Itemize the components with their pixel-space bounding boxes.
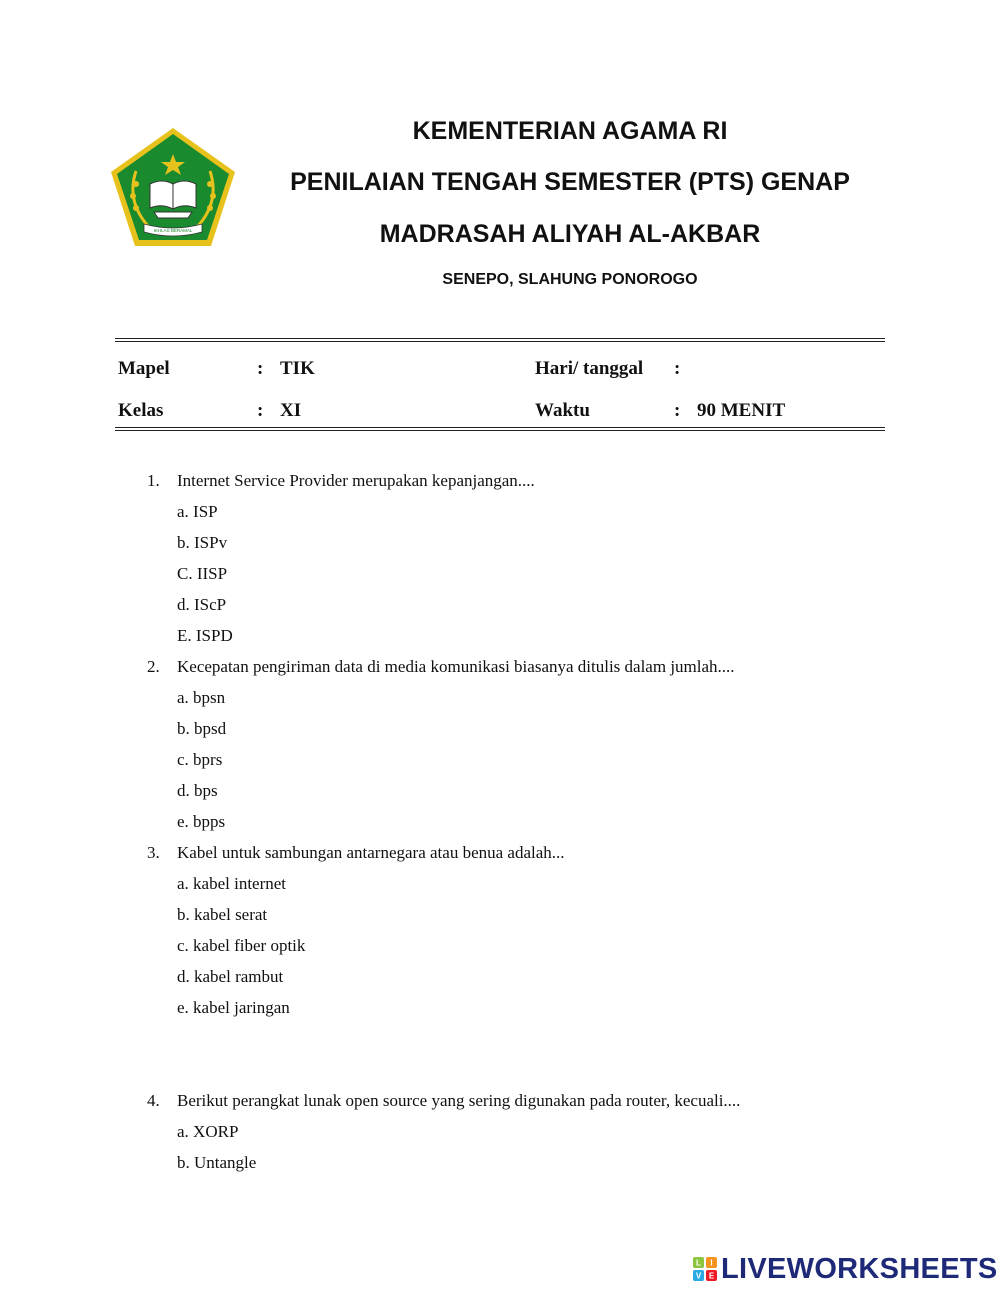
header-exam-title: PENILAIAN TENGAH SEMESTER (PTS) GENAP bbox=[290, 168, 850, 196]
divider-bottom-2 bbox=[115, 430, 885, 431]
answer-option[interactable]: c. kabel fiber optik bbox=[177, 936, 306, 955]
question-text: Berikut perangkat lunak open source yang sering digunakan pada router, kecuali.... bbox=[177, 1091, 741, 1110]
answer-option[interactable]: c. bprs bbox=[177, 750, 223, 769]
answer-option[interactable]: d. bps bbox=[177, 781, 218, 800]
answer-option[interactable]: d. kabel rambut bbox=[177, 967, 284, 986]
question-text: Kabel untuk sambungan antarnegara atau benua adalah... bbox=[177, 843, 565, 862]
logo-ribbon-text: IKHLAS BERAMAL bbox=[153, 228, 193, 233]
kelas-label: Kelas bbox=[118, 400, 164, 421]
kelas-value: XI bbox=[280, 400, 302, 421]
kemenag-logo bbox=[108, 126, 238, 250]
answer-option[interactable]: b. Untangle bbox=[177, 1153, 257, 1172]
kelas-colon: : bbox=[257, 400, 264, 421]
answer-option[interactable]: a. bpsn bbox=[177, 688, 226, 707]
divider-top-1 bbox=[115, 338, 885, 339]
question-text: Kecepatan pengiriman data di media komunikasi biasanya ditulis dalam jumlah.... bbox=[177, 657, 735, 676]
divider-top-2 bbox=[115, 341, 885, 342]
waktu-colon: : bbox=[674, 400, 681, 421]
brand-mark-letter: L bbox=[696, 1258, 701, 1268]
mapel-colon: : bbox=[257, 358, 264, 379]
hari-colon: : bbox=[674, 358, 681, 379]
question-number: 1. bbox=[147, 471, 160, 490]
answer-option[interactable]: b. ISPv bbox=[177, 533, 228, 552]
answer-option[interactable]: a. ISP bbox=[177, 502, 218, 521]
liveworksheets-logo-icon bbox=[693, 1257, 717, 1281]
header-ministry: KEMENTERIAN AGAMA RI bbox=[412, 117, 728, 145]
answer-option[interactable]: b. bpsd bbox=[177, 719, 227, 738]
question-number: 4. bbox=[147, 1091, 160, 1110]
mapel-label: Mapel bbox=[118, 358, 170, 379]
question-text: Internet Service Provider merupakan kepanjangan.... bbox=[177, 471, 535, 490]
answer-option[interactable]: b. kabel serat bbox=[177, 905, 268, 924]
header-school-name: MADRASAH ALIYAH AL-AKBAR bbox=[379, 220, 761, 248]
brand-mark-letter: E bbox=[708, 1271, 715, 1281]
question-number: 2. bbox=[147, 657, 160, 676]
answer-option[interactable]: d. IScP bbox=[177, 595, 227, 614]
answer-option[interactable]: a. XORP bbox=[177, 1122, 239, 1141]
answer-option[interactable]: E. ISPD bbox=[177, 626, 233, 645]
hari-label: Hari/ tanggal bbox=[535, 358, 644, 379]
brand-mark-letter: V bbox=[695, 1271, 702, 1281]
brand-mark-letter: I bbox=[710, 1258, 713, 1268]
answer-option[interactable]: e. bpps bbox=[177, 812, 226, 831]
liveworksheets-brand[interactable] bbox=[693, 1253, 998, 1285]
waktu-value: 90 MENIT bbox=[697, 400, 786, 421]
mapel-value: TIK bbox=[280, 358, 315, 379]
question-number: 3. bbox=[147, 843, 160, 862]
header-address: SENEPO, SLAHUNG PONOROGO bbox=[442, 271, 698, 288]
answer-option[interactable]: a. kabel internet bbox=[177, 874, 287, 893]
answer-option[interactable]: C. IISP bbox=[177, 564, 228, 583]
waktu-label: Waktu bbox=[535, 400, 590, 421]
answer-option[interactable]: e. kabel jaringan bbox=[177, 998, 290, 1017]
liveworksheets-wordmark: LIVEWORKSHEETS bbox=[721, 1252, 998, 1285]
divider-bottom-1 bbox=[115, 427, 885, 428]
